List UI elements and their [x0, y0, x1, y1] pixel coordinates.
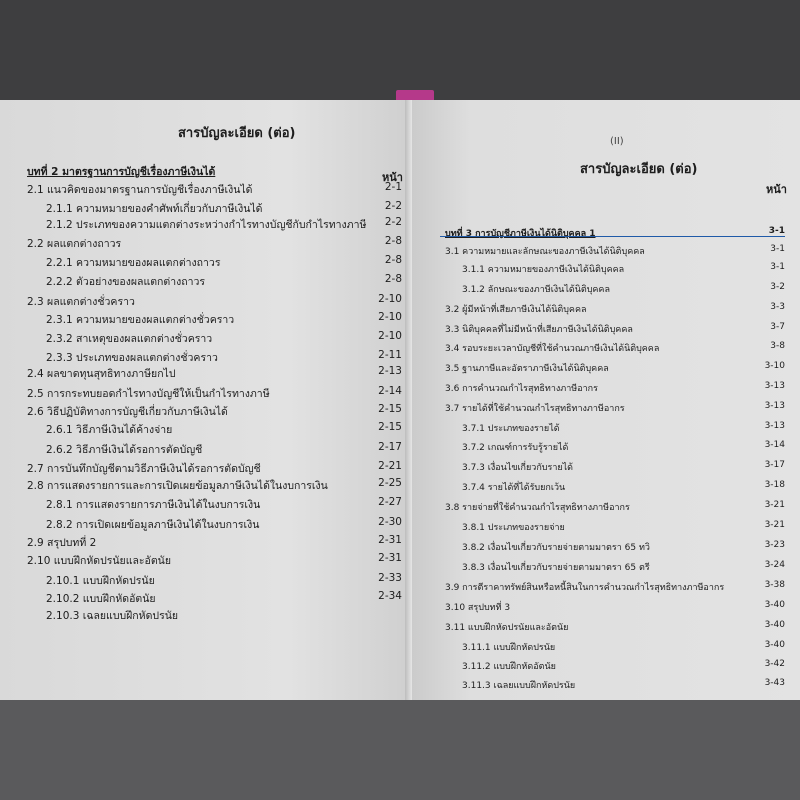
right-page-column-header: หน้า [766, 183, 787, 196]
left-page-column-header: หน้า [382, 171, 403, 184]
background-top [0, 0, 800, 100]
left-page: สารบัญละเอียด (ต่อ) บทที่ 2 มาตรฐานการบัญชีเรื่องภาษีเงินได้ หน้า 2.1 แนวคิดของมาตรฐานการบัญชีเรื่องภาษีเงินได้ 2-1 2.1.1 ความหมายของคำศัพท์เกี่ยวกับภาษีเงินได้ 2-2 2.1.2 ประเภทของความแตกต่างระหว่างกำไรทางบัญชีกับกำไรทางภาษี 2-2 2.2 ผลแตกต่างถาวร 2-8 2.2.1 ความหมายของผลแตกต่างถาวร 2-8 2.2.2 ตัวอย่างของผลแตกต่างถาวร 2-8 2.3 ผลแตกต่างชั่วคราว 2-10 2.3.1 ความหมายของผลแตกต่างชั่วคราว 2-10 2.3.2 สาเหตุของผลแตกต่างชั่วคราว 2-10 2.3.3 ประเภทของผลแตกต่างชั่วคราว 2-11 2.4 ผลขาดทุนสุทธิทางภาษียกไป 2-13 2.5 การกระทบยอดกำไรทางบัญชีให้เป็นกำไรทางภาษี 2-14 2.6 วิธีปฏิบัติทางการบัญชีเกี่ยวกับภาษีเงินได้ 2-15 2.6.1 วิธีภาษีเงินได้ค้างจ่าย 2-15 2.6.2 วิธีภาษีเงินได้รอการตัดบัญชี 2-17 2.7 การบันทึกบัญชีตามวิธีภาษีเงินได้รอการตัดบัญชี 2-21 2.8 การแสดงรายการและการเปิดเผยข้อมูลภาษีเงินได้ในงบการเงิน 2-25 2.8.1 การแสดงรายการภาษีเงินได้ในงบการเงิน 2-27 2.8.2 การเปิดเผยข้อมูลภาษีเงินได้ในงบการเงิน 2-30 2.9 สรุปบทที่ 2 2-31 2.10 แบบฝึกหัดปรนัยและอัตนัย 2-31 2.10.1 แบบฝึกหัดปรนัย 2-33 2.10.2 แบบฝึกหัดอัตนัย 2-34 2.10.3 เฉลยแบบฝึกหัดปรนัย [0, 100, 412, 700]
left-chapter-label: บทที่ 2 มาตรฐานการบัญชีเรื่องภาษีเงินได้ [27, 166, 216, 178]
right-chapter-page: 3-1 [768, 226, 785, 236]
right-page-number: (II) [610, 136, 624, 147]
chapter-underline [440, 223, 785, 237]
right-chapter-label: บทที่ 3 การบัญชีภาษีเงินได้นิติบุคคล 1 [445, 229, 596, 239]
right-page-title: สารบัญละเอียด (ต่อ) [580, 162, 698, 177]
background-bottom [0, 700, 800, 800]
left-page-title: สารบัญละเอียด (ต่อ) [178, 126, 296, 141]
